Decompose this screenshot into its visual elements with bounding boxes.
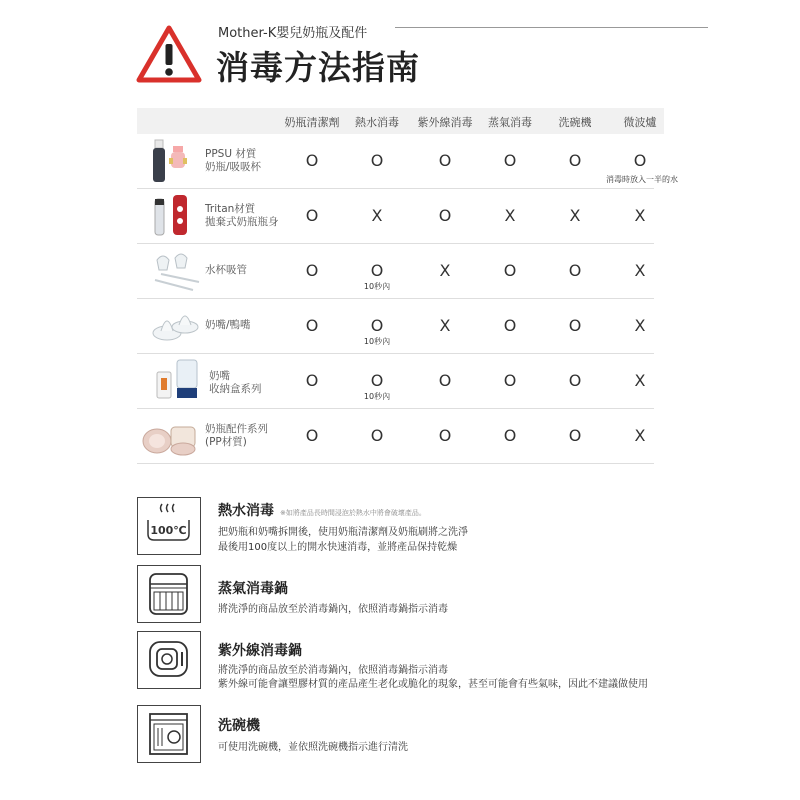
mark-cell: O	[633, 151, 647, 170]
row-label-nipple: 奶嘴/鴨嘴	[205, 319, 251, 331]
method-title-hot-water	[218, 500, 426, 520]
method-line: 把奶瓶和奶嘴拆開後，使用奶瓶清潔劑及奶瓶刷將之洗淨	[218, 527, 468, 538]
mark-cell: O	[568, 261, 582, 280]
warning-icon	[136, 24, 202, 84]
hot-water-note: 10秒內	[363, 392, 391, 401]
method-line: 可使用洗碗機，並依照洗碗機指示進行清洗	[218, 742, 408, 753]
mark-cell: O	[438, 151, 452, 170]
col-header-microwave: 微波爐	[623, 116, 657, 129]
method-line: 最後用100度以上的開水快速消毒，並將產品保持乾燥	[218, 542, 458, 553]
mark-cell: X	[439, 261, 451, 280]
mark-cell: O	[438, 206, 452, 225]
hot-water-icon	[137, 497, 201, 555]
hot-water-note: 10秒內	[363, 282, 391, 291]
col-header-dishwasher: 洗碗機	[558, 116, 592, 129]
mark-cell: O	[370, 316, 384, 335]
hot-water-warning: ※如將產品長時間浸泡於熱水中將會破壞產品。	[280, 509, 426, 517]
mark-cell: O	[305, 371, 319, 390]
row-label-ppsu: PPSU 材質 奶瓶/吸吸杯	[205, 148, 262, 173]
method-title-steam: 蒸氣消毒鍋	[218, 581, 288, 597]
col-header-steam: 蒸氣消毒	[488, 116, 532, 129]
storage-box-image	[147, 356, 207, 406]
row-label-straw: 水杯吸管	[205, 264, 247, 276]
mark-cell: O	[503, 151, 517, 170]
hot-water-note: 10秒內	[363, 337, 391, 346]
table-row	[137, 354, 654, 409]
svg-text:100℃: 100℃	[150, 524, 187, 537]
mark-cell: O	[370, 151, 384, 170]
cup-straw-image	[147, 250, 207, 294]
mark-cell: X	[439, 316, 451, 335]
brand-subtitle: Mother-K嬰兒奶瓶及配件	[218, 26, 368, 41]
mark-cell: X	[634, 426, 646, 445]
accessories-image	[139, 415, 203, 459]
table-row	[137, 134, 678, 189]
method-title-text: 熱水消毒	[218, 503, 274, 519]
mark-cell: X	[504, 206, 516, 225]
mark-cell: O	[438, 426, 452, 445]
mark-cell: O	[503, 261, 517, 280]
mark-cell: X	[634, 261, 646, 280]
method-line: 將洗淨的商品放至於消毒鍋內，依照消毒鍋指示消毒	[218, 604, 448, 615]
tritan-bottle-image	[147, 193, 202, 239]
mark-cell: O	[305, 261, 319, 280]
table-row	[137, 189, 654, 244]
header-divider	[395, 27, 708, 28]
mark-cell: X	[371, 206, 383, 225]
mark-cell: O	[370, 371, 384, 390]
mark-cell: X	[634, 371, 646, 390]
method-line: 將洗淨的商品放至於消毒鍋內，依照消毒鍋指示消毒	[218, 665, 448, 676]
page-title: 消毒方法指南	[216, 48, 420, 87]
ppsu-bottle-image	[147, 138, 202, 184]
method-title-uv: 紫外線消毒鍋	[218, 643, 302, 659]
mark-cell: O	[305, 151, 319, 170]
microwave-note: 消毒時放入一半的水	[606, 175, 678, 184]
mark-cell: O	[503, 426, 517, 445]
table-row	[137, 244, 654, 299]
table-header	[137, 108, 664, 134]
nipple-image	[147, 305, 207, 349]
steam-sterilizer-icon	[137, 565, 201, 623]
mark-cell: O	[305, 316, 319, 335]
table-row	[137, 299, 654, 354]
mark-cell: O	[370, 426, 384, 445]
mark-cell: O	[503, 316, 517, 335]
mark-cell: X	[634, 206, 646, 225]
mark-cell: O	[370, 261, 384, 280]
mark-cell: O	[568, 426, 582, 445]
mark-cell: X	[634, 316, 646, 335]
table-row	[137, 409, 654, 464]
mark-cell: O	[568, 151, 582, 170]
mark-cell: O	[568, 316, 582, 335]
mark-cell: O	[503, 371, 517, 390]
mark-cell: O	[438, 371, 452, 390]
uv-sterilizer-icon	[137, 631, 201, 689]
dishwasher-icon	[137, 705, 201, 763]
method-line: 紫外線可能會讓塑膠材質的產品產生老化或脆化的現象，甚至可能會有些氣味，因此不建議做使用	[218, 679, 648, 690]
mark-cell: X	[569, 206, 581, 225]
method-title-dishwasher: 洗碗機	[218, 718, 260, 734]
col-header-hot-water: 熱水消毒	[355, 116, 399, 129]
row-label-accessories: 奶瓶配件系列 (PP材質)	[205, 423, 268, 448]
row-label-storage-box: 奶嘴 收納盒系列	[209, 370, 262, 395]
mark-cell: O	[305, 206, 319, 225]
row-label-tritan: Tritan材質 拋棄式奶瓶瓶身	[205, 203, 279, 228]
mark-cell: O	[305, 426, 319, 445]
col-header-bottle-cleanser: 奶瓶清潔劑	[284, 116, 340, 129]
col-header-uv: 紫外線消毒	[417, 116, 473, 129]
mark-cell: O	[568, 371, 582, 390]
